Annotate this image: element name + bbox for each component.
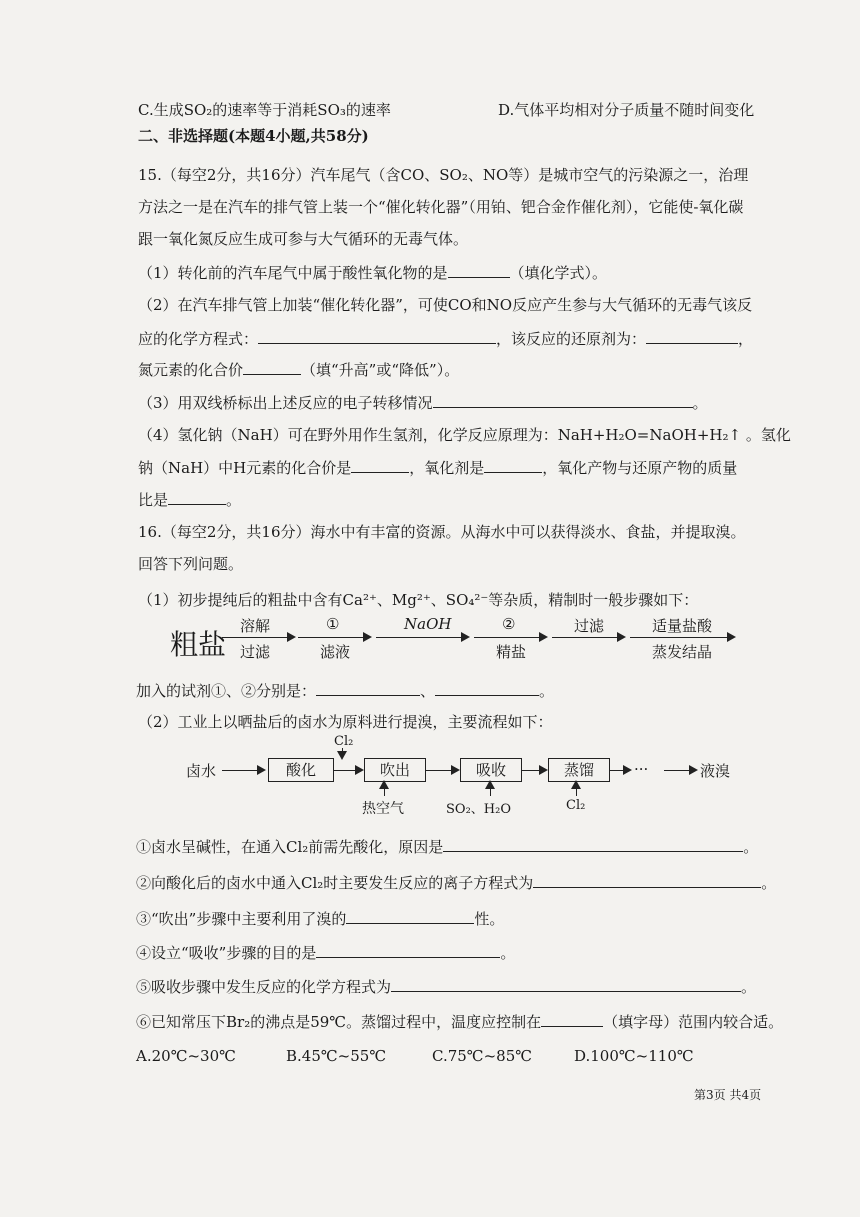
- q15-part3: （3）用双线桥标出上述反应的电子转移情况 。: [138, 394, 708, 412]
- flow2-cl2-top: Cl₂: [334, 734, 354, 749]
- flow1-label: ①: [326, 615, 340, 633]
- section-title: 二、非选择题(本题4小题,共58分): [138, 127, 369, 145]
- q16-reagents: 加入的试剂①、②分别是： 、 。: [136, 682, 555, 700]
- answer-blank[interactable]: [168, 489, 226, 505]
- q16-option-a: A.20℃~30℃: [136, 1047, 236, 1065]
- flow2-box-acidify: 酸化: [268, 758, 334, 782]
- flow2-hot-air: 热空气: [362, 801, 404, 817]
- flow2-arrow: [610, 770, 630, 771]
- q16-option-c: C.75℃~85℃: [432, 1047, 533, 1065]
- page-footer: 第3页 共4页: [694, 1088, 762, 1102]
- flow2-arrow: [426, 770, 458, 771]
- flow1-label: 滤液: [320, 643, 351, 661]
- answer-blank[interactable]: [258, 328, 496, 344]
- flow2-arrow-up: [576, 782, 577, 796]
- flow1-arrow: [552, 637, 624, 638]
- answer-blank[interactable]: [435, 680, 539, 696]
- answer-blank[interactable]: [484, 457, 542, 473]
- q16-sub3: ③“吹出”步骤中主要利用了溴的 性。: [136, 910, 505, 928]
- answer-blank[interactable]: [346, 908, 474, 924]
- flow1-label: ②: [502, 615, 516, 633]
- flow1-arrow: [630, 637, 734, 638]
- answer-blank[interactable]: [316, 680, 420, 696]
- flow2-start: 卤水: [186, 762, 217, 780]
- answer-blank[interactable]: [448, 262, 510, 278]
- flow2-arrow: [222, 770, 264, 771]
- flow1-arrow: [298, 637, 370, 638]
- q16-part2: （2）工业上以晒盐后的卤水为原料进行提溴，主要流程如下：: [138, 713, 553, 731]
- answer-blank[interactable]: [243, 359, 301, 375]
- flow2-arrow-up: [384, 782, 385, 796]
- option-c: C.生成SO₂的速率等于消耗SO₃的速率: [138, 101, 391, 119]
- flow2-arrow: [664, 770, 696, 771]
- q16-sub5: ⑤吸收步骤中发生反应的化学方程式为 。: [136, 978, 757, 996]
- flow2-so2: SO₂、H₂O: [446, 802, 511, 817]
- flow2-arrow: [334, 770, 362, 771]
- q15-part4-line2: 钠（NaH）中H元素的化合价是 ，氧化剂是 ，氧化产物与还原产物的质量: [138, 459, 738, 477]
- flow1-label: 过滤: [574, 617, 605, 635]
- flow1-label: 蒸发结晶: [652, 643, 713, 661]
- flow2-box-absorb: 吸收: [460, 758, 522, 782]
- option-d: D.气体平均相对分子质量不随时间变化: [498, 101, 755, 119]
- flow1-arrow: [474, 637, 546, 638]
- answer-blank[interactable]: [351, 457, 409, 473]
- q16-stem-2: 回答下列问题。: [138, 555, 244, 573]
- flow2-arrow-up: [490, 782, 491, 796]
- q16-sub2: ②向酸化后的卤水中通入Cl₂时主要发生反应的离子方程式为 。: [136, 874, 777, 892]
- q15-part2-line1: （2）在汽车排气管上加装“催化转化器”，可使CO和NO反应产生参与大气循环的无毒气该反: [138, 296, 753, 314]
- flow1-label: NaOH: [404, 615, 452, 633]
- q16-sub6: ⑥已知常压下Br₂的沸点是59℃。蒸馏过程中，温度应控制在 （填字母）范围内较合适。: [136, 1013, 784, 1031]
- q16-option-b: B.45℃~55℃: [286, 1047, 387, 1065]
- flow1-arrow: [376, 637, 468, 638]
- q16-part1: （1）初步提纯后的粗盐中含有Ca²⁺、Mg²⁺、SO₄²⁻等杂质，精制时一般步骤如下：: [138, 591, 699, 609]
- answer-blank[interactable]: [316, 942, 500, 958]
- q15-stem-2: 方法之一是在汽车的排气管上装一个“催化转化器”（用铂、钯合金作催化剂），它能使-氧化碳: [138, 198, 744, 216]
- flow2-cl2-bottom: Cl₂: [566, 798, 586, 813]
- flow1-arrow: [222, 637, 294, 638]
- flow2-box-distill: 蒸馏: [548, 758, 610, 782]
- q16-stem-1: 16.（每空2分，共16分）海水中有丰富的资源。从海水中可以获得淡水、食盐，并提取溴。: [138, 523, 746, 541]
- flow2-dots: ···: [634, 760, 649, 778]
- flow2-arrow-down: [342, 748, 343, 758]
- answer-blank[interactable]: [541, 1011, 603, 1027]
- q16-option-d: D.100℃~110℃: [574, 1047, 694, 1065]
- flow2-arrow: [522, 770, 546, 771]
- q15-part1: （1）转化前的汽车尾气中属于酸性氧化物的是 （填化学式）。: [138, 264, 608, 282]
- flow1-label: 精盐: [496, 643, 527, 661]
- q15-stem-3: 跟一氧化氮反应生成可参与大气循环的无毒气体。: [138, 230, 469, 248]
- q15-part2-line2: 应的化学方程式： ，该反应的还原剂为： ，: [138, 330, 754, 348]
- q16-sub1: ①卤水呈碱性，在通入Cl₂前需先酸化，原因是 。: [136, 838, 759, 856]
- q16-sub4: ④设立“吸收”步骤的目的是 。: [136, 944, 516, 962]
- q15-part2-line3: 氮元素的化合价 （填“升高”或“降低”）。: [138, 361, 460, 379]
- flow1-label: 适量盐酸: [652, 617, 713, 635]
- flow1-label: 过滤: [240, 643, 271, 661]
- flow2-end: 液溴: [700, 762, 731, 780]
- answer-blank[interactable]: [646, 328, 738, 344]
- flow2-box-blow: 吹出: [364, 758, 426, 782]
- answer-blank[interactable]: [433, 392, 693, 408]
- flow1-start: 粗盐: [170, 628, 227, 661]
- answer-blank[interactable]: [391, 976, 741, 992]
- q15-part4-line3: 比是 。: [138, 491, 242, 509]
- q15-stem-1: 15.（每空2分，共16分）汽车尾气（含CO、SO₂、NO等）是城市空气的污染源之一，治理: [138, 166, 749, 184]
- flow1-label: 溶解: [240, 617, 271, 635]
- answer-blank[interactable]: [443, 836, 743, 852]
- answer-blank[interactable]: [533, 872, 761, 888]
- q15-part4-line1: （4）氢化钠（NaH）可在野外用作生氢剂，化学反应原理为：NaH+H₂O=NaOH+H₂↑ 。氢化: [138, 426, 791, 444]
